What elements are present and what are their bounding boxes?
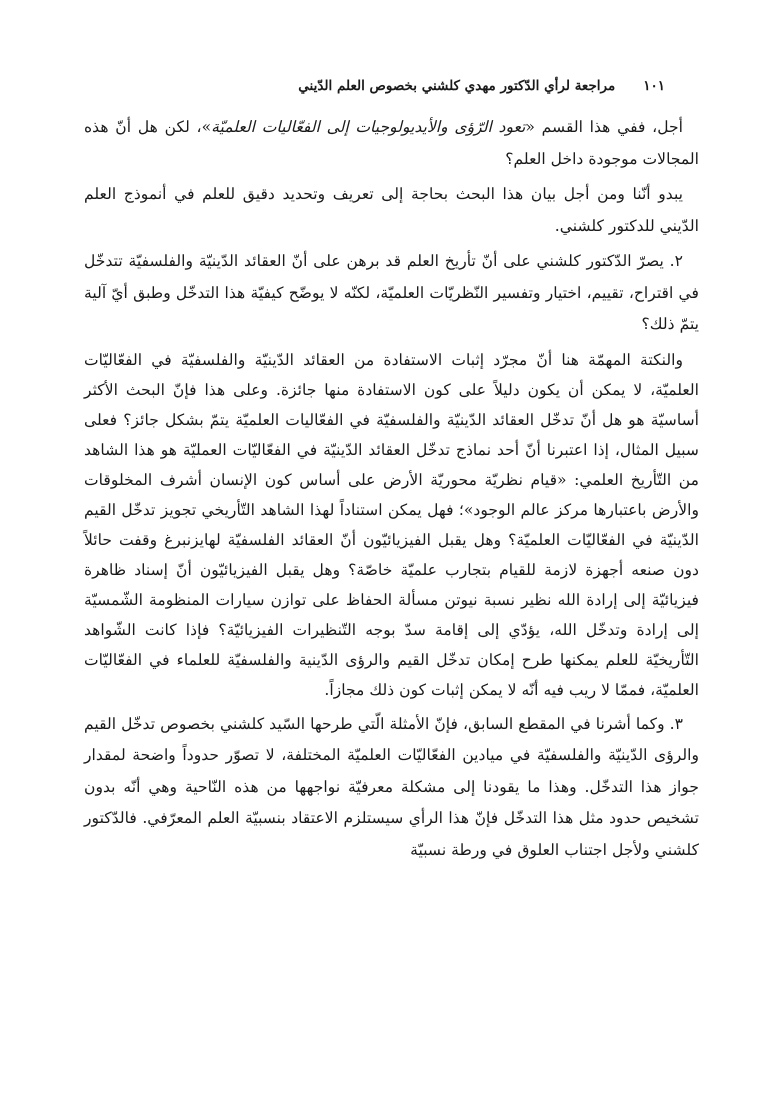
paragraph-1-tail: »، لكن هل أنّ هذه المجالات موجودة داخل العلم؟ [84, 118, 699, 168]
running-title: مراجعة لرأي الدّكتور مهدي كلشني بخصوص العلم الدّيني [298, 78, 616, 94]
page-header [298, 78, 665, 94]
body-text [84, 112, 699, 866]
paragraph-1-lead: أجل، ففي هذا القسم « [525, 118, 684, 136]
paragraph-2: يبدو أنّنا ومن أجل بيان هذا البحث بحاجة إلى تعريف وتحديد دقيق للعلم في أنموذج العلم الدّيني للدكتور كلشني. [84, 185, 699, 235]
paragraph-5: ٣. وكما أشرنا في المقطع السابق، فإنّ الأمثلة الّتي طرحها السّيد كلشني بخصوص تدخّل القيم والرؤى الدّينيّة والفلسفيّة في ميادين الفعّاليّات العلميّة المختلفة، لا تصوّر حدوداً واضحة لمقدار جواز هذا التدخّل. وهذا ما يقودنا إلى مشكلة معرفيّة نواجهها من هذه النّاحية وهي أنّه بدون تشخيص حدود مثل هذا التدخّل فإنّ هذا الرأي سيستلزم الاعتقاد بنسبيّة العلم المعرّفي. فالدّكتور كلشني ولأجل اجتناب العلوق في ورطة نسبيّة [84, 714, 699, 859]
paragraph-3: ٢. يصرّ الدّكتور كلشني على أنّ تأريخ العلم قد برهن على أنّ العقائد الدّينيّة والفلسفيّة تتدخّل في اقتراح، تقييم، اختيار وتفسير النّظريّات العلميّة، لكنّه لا يوضّح كيفيّة هذا التدخّل وطبق أيّ آلية يتمّ ذلك؟ [84, 252, 699, 333]
paragraph-4: والنكتة المهمّة هنا أنّ مجرّد إثبات الاستفادة من العقائد الدّينيّة والفلسفيّة في الفعّاليّات العلميّة، لا يمكن أن يكون دليلاً على كون الاستفادة منها جائزة. وعلى هذا فإنّ البحث الأكثر أساسيّة هو هل أنّ تدخّل العقائد الدّينيّة والفلسفيّة في الفعّاليات العلميّة يتمّ بشكل جائز؟ فعلى سبيل المثال، إذا اعتبرنا أنّ أحد نماذج تدخّل العقائد الدّينيّة في الفعّاليّات العمليّة هو هذا الشاهد من التّأريخ العلمي: «قيام نظريّة محوريّة الأرض على أساس كون الإنسان أشرف المخلوقات والأرض باعتبارها مركز عالم الوجود»؛ فهل يمكن استناداً لهذا الشاهد التّأريخي تجويز تدخّل القيم الدّينيّة في الفعّاليّات العلميّة؟ وهل يقبل الفيزيائيّون أنّ العقائد الفلسفيّة لهايزنبرغ وقفت حائلاً دون صنعه أجهزة لازمة للقيام بتجارب علميّة خاصّة؟ وهل يقبل الفيزيائيّون أنّ إسناد ظاهرة فيزيائيّة إلى إرادة الله نظير نسبة نيوتن مسألة الحفاظ على توازن سيارات المنظومة الشّمسيّة إلى إرادة وتدخّل الله، يؤدّي إلى إقامة سدّ بوجه التّنظيرات الفيزيائيّة؟ فإذا كانت الشّواهد التّأريخيّة للعلم يمكنها طرح إمكان تدخّل القيم والرؤى الدّينية والفلسفيّة للعلماء في الفعّاليّات العلميّة، فممّا لا ريب فيه أنّه لا يمكن إثبات كون ذلك مجازاً. [84, 350, 699, 699]
quoted-section-title: تعود الرّؤى والأيديولوجيات إلى الفعّاليات العلميّة [211, 118, 526, 136]
page-number: ١٠١ [643, 78, 665, 94]
paragraph-1 [84, 112, 699, 175]
